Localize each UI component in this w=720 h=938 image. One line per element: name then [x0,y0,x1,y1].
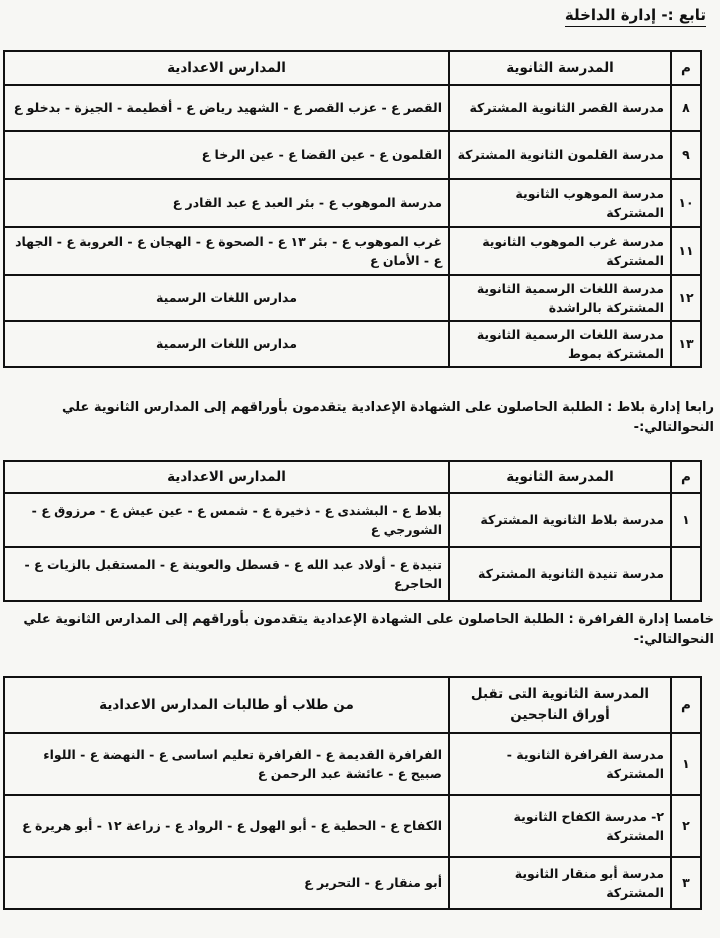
row-number: ١١ [671,227,701,275]
prep-schools: القصر ع - عزب القصر ع - الشهيد رياض ع - أفطيمة - الجيزة - بدخلو ع [4,85,449,131]
table-farafra [3,676,702,910]
prep-schools: مدارس اللغات الرسمية [4,275,449,321]
prep-schools: الكفاح ع - الحطية ع - أبو الهول ع - الرواد ع - زراعة ١٢ - أبو هريرة ع [4,795,449,857]
row-number: ٩ [671,131,701,179]
column-header-prep: من طلاب أو طالبات المدارس الاعدادية [4,677,449,733]
table-row [4,85,701,131]
section-intro-balat: رابعا إدارة بلاط : الطلبة الحاصلون على الشهادة الإعدادية يتقدمون بأوراقهم إلى المدارس الثانوية علي النحوالتالي:- [62,400,714,436]
prep-schools: مدرسة الموهوب ع - بئر العبد ع عبد القادر ع [4,179,449,227]
prep-schools: القلمون ع - عين القضا ع - عين الرخا ع [4,131,449,179]
table-row [4,733,701,795]
column-header-number: م [671,677,701,733]
table-row [4,795,701,857]
secondary-school: مدرسة أبو منقار الثانوية المشتركة [449,857,671,909]
column-header-number: م [671,461,701,493]
secondary-school: مدرسة تنيدة الثانوية المشتركة [449,547,671,601]
table-row [4,547,701,601]
prep-schools: غرب الموهوب ع - بئر ١٣ ع - الصحوة ع - الهجان ع - العروبة ع - الجهاد ع - الأمان ع [4,227,449,275]
row-number: ٣ [671,857,701,909]
secondary-school: مدرسة القصر الثانوية المشتركة [449,85,671,131]
row-number: ١ [671,493,701,547]
table-row [4,857,701,909]
secondary-school: مدرسة اللغات الرسمية الثانوية المشتركة بالراشدة [449,275,671,321]
prep-schools: الفرافرة القديمة ع - الفرافرة تعليم اساسى ع - النهضة ع - اللواء صبيح ع - عائشة عبد الرحمن ع [4,733,449,795]
prep-schools: تنيدة ع - أولاد عبد الله ع - قسطل والعوينة ع - المستقبل بالزيات ع - الحاجرع [4,547,449,601]
secondary-school: مدرسة الموهوب الثانوية المشتركة [449,179,671,227]
prep-schools: بلاط ع - البشندى ع - ذخيرة ع - شمس ع - عين عيش ع - مرزوق ع - الشورجي ع [4,493,449,547]
row-number: ٨ [671,85,701,131]
column-header-prep: المدارس الاعدادية [4,51,449,85]
section-intro-farafra: خامسا إدارة الفرافرة : الطلبة الحاصلون على الشهادة الإعدادية يتقدمون بأوراقهم إلى المدارس الثانوية علي النحوالتالي:- [23,612,714,648]
row-number: ٢ [671,795,701,857]
row-number: ١٠ [671,179,701,227]
column-header-secondary: المدرسة الثانوية [449,461,671,493]
row-number: ١٢ [671,275,701,321]
prep-schools: مدارس اللغات الرسمية [4,321,449,367]
table-row [4,227,701,275]
table-row [4,275,701,321]
table-balat [3,460,702,602]
secondary-school: مدرسة بلاط الثانوية المشتركة [449,493,671,547]
prep-schools: أبو منقار ع - التحرير ع [4,857,449,909]
row-number: ١ [671,733,701,795]
secondary-school: مدرسة الفرافرة الثانوية - المشتركة [449,733,671,795]
column-header-prep: المدارس الاعدادية [4,461,449,493]
secondary-school: ٢- مدرسة الكفاح الثانوية المشتركة [449,795,671,857]
table-dakhla-continued [3,50,702,368]
page-header: تابع :- إدارة الداخلة [565,6,706,27]
secondary-school: مدرسة اللغات الرسمية الثانوية المشتركة بموط [449,321,671,367]
column-header-number: م [671,51,701,85]
secondary-school: مدرسة غرب الموهوب الثانوية المشتركة [449,227,671,275]
table-row [4,179,701,227]
column-header-secondary: المدرسة الثانوية التى تقبل أوراق الناجحين [449,677,671,733]
column-header-secondary: المدرسة الثانوية [449,51,671,85]
secondary-school: مدرسة القلمون الثانوية المشتركة [449,131,671,179]
table-row [4,131,701,179]
table-row [4,493,701,547]
row-number [671,547,701,601]
row-number: ١٣ [671,321,701,367]
table-row [4,321,701,367]
